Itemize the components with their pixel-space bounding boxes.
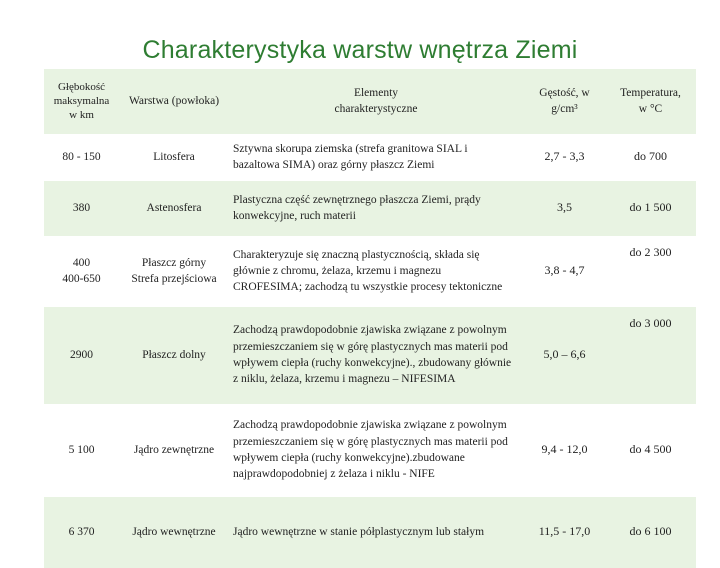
elements-cell-line: głównie z chromu, żelaza, krzemu i magnezu xyxy=(233,264,442,277)
elements-cell-line: Charakteryzuje się znaczną plastycznością, składa się xyxy=(233,248,480,261)
layer-cell-line: Astenosfera xyxy=(146,201,202,214)
density-cell: 11,5 - 17,0 xyxy=(524,497,606,568)
temperature-cell: do 6 100 xyxy=(606,497,696,568)
depth-cell xyxy=(44,236,120,307)
header-density-line: g/cm³ xyxy=(551,103,578,115)
elements-cell-line: wpływem ciepła (ruchy konwekcyjne)., zbudowany głównie xyxy=(233,357,512,369)
elements-cell xyxy=(229,236,524,307)
elements-cell xyxy=(229,307,524,404)
header-depth xyxy=(44,69,120,134)
depth-cell-line: 380 xyxy=(72,201,91,214)
layer-cell-line: Strefa przejściowa xyxy=(131,273,217,285)
layer-cell xyxy=(120,181,229,236)
table-body xyxy=(44,134,696,568)
page-title: Charakterystyka warstw wnętrza Ziemi xyxy=(142,36,578,64)
temperature-cell: do 3 000 xyxy=(606,307,696,404)
density-cell: 2,7 - 3,3 xyxy=(524,134,606,181)
temperature-cell: do 700 xyxy=(606,134,696,181)
header-layer xyxy=(120,69,229,134)
density-cell: 9,4 - 12,0 xyxy=(524,404,606,497)
depth-cell-line: 400 xyxy=(72,256,91,269)
depth-cell-line: 6 370 xyxy=(68,525,95,538)
elements-cell xyxy=(229,134,524,181)
temperature-cell: do 2 300 xyxy=(606,236,696,307)
header-layer-label: Warstwa (powłoka) xyxy=(128,94,220,107)
layer-cell-line: Jądro zewnętrzne xyxy=(133,443,215,456)
elements-cell-line: przemieszczaniem się w górę plastycznych mas materii pod xyxy=(233,435,508,448)
elements-cell-line: bazaltowa SIMA) oraz górny płaszcz Ziemi xyxy=(233,159,435,171)
layer-cell xyxy=(120,134,229,181)
elements-cell-line: Plastyczna część zewnętrznego płaszcza Ziemi, prądy xyxy=(233,193,481,206)
table-row xyxy=(44,236,696,307)
earth-layers-table xyxy=(43,68,696,568)
depth-cell xyxy=(44,134,120,181)
elements-cell-line: Zachodzą prawdopodobnie zjawiska związane z powolnym xyxy=(233,419,507,432)
density-cell: 3,8 - 4,7 xyxy=(524,236,606,307)
elements-cell-line: najprawdopodobniej z żelaza i niklu - NIFE xyxy=(233,468,435,481)
header-temperature-line: w °C xyxy=(638,103,663,115)
header-density-line: Gęstość, w xyxy=(539,86,590,99)
layer-cell xyxy=(120,236,229,307)
header-density xyxy=(524,69,606,134)
depth-cell-line: 2900 xyxy=(70,348,93,361)
layer-cell xyxy=(120,497,229,568)
depth-cell-line: 5 100 xyxy=(68,443,95,456)
header-temperature-line: Temperatura, xyxy=(620,86,681,99)
depth-cell xyxy=(44,404,120,497)
elements-cell-line: wpływem ciepła (ruchy konwekcyjne).zbudowane xyxy=(233,452,465,464)
elements-cell-line: z niklu, żelaza, krzemu i magnezu – NIFESIMA xyxy=(233,373,456,386)
elements-cell xyxy=(229,497,524,568)
depth-cell xyxy=(44,307,120,404)
depth-cell xyxy=(44,181,120,236)
elements-cell-line: konwekcyjne, ruch materii xyxy=(233,210,356,222)
elements-cell-line: przemieszczaniem się w górę plastycznych mas materii pod xyxy=(233,340,508,353)
density-cell: 5,0 – 6,6 xyxy=(524,307,606,404)
elements-cell xyxy=(229,404,524,497)
table-row xyxy=(44,497,696,568)
header-temperature xyxy=(606,69,696,134)
layer-cell xyxy=(120,404,229,497)
table-header-row xyxy=(44,69,696,134)
header-depth-line: Głębokość xyxy=(57,80,106,93)
elements-cell-line: Zachodzą prawdopodobnie zjawiska związane z powolnym xyxy=(233,324,507,337)
header-elements xyxy=(229,69,524,134)
table-row xyxy=(44,181,696,236)
table-row xyxy=(44,404,696,497)
elements-cell xyxy=(229,181,524,236)
elements-cell-line: Sztywna skorupa ziemska (strefa granitowa SIAL i xyxy=(233,142,468,155)
header-elements-line: Elementy xyxy=(353,86,399,99)
depth-cell-line: 80 - 150 xyxy=(62,150,101,163)
layer-cell-line: Jądro wewnętrzne xyxy=(132,525,216,538)
temperature-cell: do 1 500 xyxy=(606,181,696,236)
header-depth-line: maksymalna xyxy=(53,94,110,107)
depth-cell xyxy=(44,497,120,568)
elements-cell-line: Jądro wewnętrzne w stanie półplastycznym lub stałym xyxy=(233,525,485,538)
layer-cell-line: Płaszcz dolny xyxy=(142,348,206,361)
elements-cell-line: CROFESIMA; zachodzą tu wszystkie procesy tektoniczne xyxy=(233,281,503,294)
depth-cell-line: 400-650 xyxy=(62,273,101,285)
table-row xyxy=(44,134,696,181)
layer-cell xyxy=(120,307,229,404)
header-elements-line: charakterystyczne xyxy=(334,103,418,115)
header-depth-line: w km xyxy=(69,109,94,122)
temperature-cell: do 4 500 xyxy=(606,404,696,497)
layer-cell-line: Litosfera xyxy=(153,150,195,163)
table-row xyxy=(44,307,696,404)
layer-cell-line: Płaszcz górny xyxy=(141,256,207,269)
density-cell: 3,5 xyxy=(524,181,606,236)
